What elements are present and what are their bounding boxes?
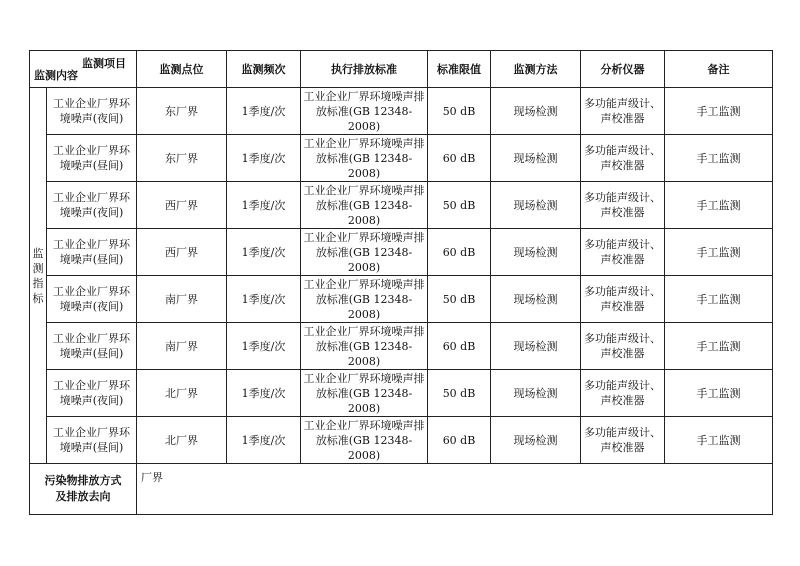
cell-location [137,323,227,370]
table-row [30,370,773,417]
cell-remark-text: 手工监测 [696,292,741,306]
header-remark: 备注 [665,51,773,88]
cell-instrument [581,323,665,370]
cell-location [137,276,227,323]
cell-method-text: 现场检测 [513,151,558,165]
cell-limit-text: 60 dB [442,245,476,259]
cell-standard-text: 工业企业厂界环境噪声排放标准(GB 12348-2008) [303,89,425,133]
cell-frequency-text: 1季度/次 [241,339,286,353]
cell-method-text: 现场检测 [513,292,558,306]
cell-standard [301,417,428,464]
cell-standard [301,370,428,417]
indicator-label-char: 标 [32,291,44,305]
cell-instrument-text: 多功能声级计、声校准器 [584,144,661,172]
cell-remark-text: 手工监测 [696,433,741,447]
cell-frequency-text: 1季度/次 [241,245,286,259]
table-row [30,229,773,276]
cell-instrument [581,135,665,182]
cell-location [137,135,227,182]
cell-limit [428,182,491,229]
cell-remark [665,276,773,323]
cell-method-text: 现场检测 [513,433,558,447]
cell-remark-text: 手工监测 [696,198,741,212]
cell-limit [428,135,491,182]
table-row [30,276,773,323]
header-instrument: 分析仪器 [581,51,665,88]
corner-header-content: 监测内容 [34,69,78,82]
cell-limit-text: 50 dB [442,386,476,400]
header-standard: 执行排放标准 [301,51,428,88]
cell-monitoring-item [47,182,137,229]
cell-instrument-text: 多功能声级计、声校准器 [584,379,661,407]
indicator-label-char: 监 [32,246,44,260]
cell-method [491,276,581,323]
cell-monitoring-item-text: 工业企业厂界环境噪声(夜间) [53,97,130,125]
cell-standard [301,135,428,182]
cell-method [491,88,581,135]
cell-limit-text: 60 dB [442,339,476,353]
cell-method [491,135,581,182]
cell-remark [665,323,773,370]
cell-frequency-text: 1季度/次 [241,151,286,165]
cell-frequency [227,417,301,464]
cell-instrument-text: 多功能声级计、声校准器 [584,285,661,313]
cell-location-text: 南厂界 [165,292,198,306]
header-location: 监测点位 [137,51,227,88]
cell-remark-text: 手工监测 [696,339,741,353]
header-limit: 标准限值 [428,51,491,88]
cell-limit [428,229,491,276]
cell-method-text: 现场检测 [513,104,558,118]
cell-instrument [581,370,665,417]
cell-limit [428,370,491,417]
footer-row [30,464,773,515]
cell-frequency-text: 1季度/次 [241,433,286,447]
cell-remark [665,182,773,229]
cell-method-text: 现场检测 [513,339,558,353]
cell-instrument-text: 多功能声级计、声校准器 [584,426,661,454]
cell-monitoring-item [47,135,137,182]
cell-remark [665,417,773,464]
cell-frequency [227,88,301,135]
cell-standard [301,88,428,135]
cell-monitoring-item-text: 工业企业厂界环境噪声(昼间) [53,144,130,172]
cell-monitoring-item-text: 工业企业厂界环境噪声(昼间) [53,332,130,360]
cell-standard-text: 工业企业厂界环境噪声排放标准(GB 12348-2008) [303,371,425,415]
cell-remark [665,135,773,182]
cell-location-text: 北厂界 [165,386,198,400]
cell-limit-text: 50 dB [442,198,476,212]
cell-frequency-text: 1季度/次 [241,198,286,212]
cell-limit-text: 60 dB [442,151,476,165]
cell-frequency [227,229,301,276]
cell-limit [428,323,491,370]
cell-limit-text: 50 dB [442,104,476,118]
cell-instrument [581,417,665,464]
cell-standard [301,229,428,276]
cell-standard-text: 工业企业厂界环境噪声排放标准(GB 12348-2008) [303,324,425,368]
cell-monitoring-item-text: 工业企业厂界环境噪声(夜间) [53,379,130,407]
cell-method [491,323,581,370]
cell-location [137,88,227,135]
cell-limit [428,88,491,135]
cell-location-text: 西厂界 [165,245,198,259]
cell-frequency [227,135,301,182]
cell-remark-text: 手工监测 [696,245,741,259]
cell-method-text: 现场检测 [513,245,558,259]
cell-remark [665,229,773,276]
indicator-label-char: 指 [32,276,44,290]
corner-header-item: 监测项目 [82,57,126,70]
cell-method-text: 现场检测 [513,198,558,212]
cell-location-text: 东厂界 [165,151,198,165]
cell-limit-text: 50 dB [442,292,476,306]
cell-monitoring-item-text: 工业企业厂界环境噪声(夜间) [53,191,130,219]
cell-standard [301,276,428,323]
corner-header-cell [30,51,137,88]
cell-monitoring-item-text: 工业企业厂界环境噪声(昼间) [53,238,130,266]
cell-instrument-text: 多功能声级计、声校准器 [584,191,661,219]
cell-frequency [227,370,301,417]
cell-instrument-text: 多功能声级计、声校准器 [584,97,661,125]
discharge-label-line: 污染物排放方式 [44,474,122,487]
cell-location [137,417,227,464]
cell-remark-text: 手工监测 [696,104,741,118]
cell-location-text: 北厂界 [165,433,198,447]
cell-remark [665,88,773,135]
cell-monitoring-item [47,276,137,323]
cell-monitoring-item [47,88,137,135]
cell-monitoring-item [47,323,137,370]
table-row [30,88,773,135]
discharge-method-label [30,464,137,515]
cell-instrument [581,182,665,229]
cell-frequency [227,323,301,370]
monitoring-table [29,50,773,515]
cell-instrument-text: 多功能声级计、声校准器 [584,332,661,360]
table-row [30,323,773,370]
indicator-label-char: 测 [32,261,44,275]
cell-monitoring-item-text: 工业企业厂界环境噪声(夜间) [53,285,130,313]
cell-method [491,182,581,229]
cell-method [491,229,581,276]
cell-frequency-text: 1季度/次 [241,386,286,400]
cell-limit-text: 60 dB [442,433,476,447]
header-row [30,51,773,88]
discharge-label-line: 及排放去向 [55,490,111,503]
monitoring-indicator-label [30,88,47,464]
cell-monitoring-item [47,417,137,464]
cell-standard [301,182,428,229]
cell-standard-text: 工业企业厂界环境噪声排放标准(GB 12348-2008) [303,230,425,274]
cell-method [491,417,581,464]
cell-location [137,370,227,417]
cell-remark [665,370,773,417]
cell-instrument [581,88,665,135]
cell-frequency [227,276,301,323]
cell-frequency-text: 1季度/次 [241,104,286,118]
cell-location-text: 西厂界 [165,198,198,212]
cell-standard-text: 工业企业厂界环境噪声排放标准(GB 12348-2008) [303,136,425,180]
cell-standard-text: 工业企业厂界环境噪声排放标准(GB 12348-2008) [303,277,425,321]
table-row [30,417,773,464]
header-method: 监测方法 [491,51,581,88]
table-row [30,182,773,229]
cell-location-text: 东厂界 [165,104,198,118]
cell-instrument [581,276,665,323]
header-frequency: 监测频次 [227,51,301,88]
cell-remark-text: 手工监测 [696,386,741,400]
cell-location [137,182,227,229]
cell-instrument [581,229,665,276]
cell-remark-text: 手工监测 [696,151,741,165]
table-row [30,135,773,182]
cell-frequency [227,182,301,229]
cell-standard-text: 工业企业厂界环境噪声排放标准(GB 12348-2008) [303,183,425,227]
cell-instrument-text: 多功能声级计、声校准器 [584,238,661,266]
cell-monitoring-item-text: 工业企业厂界环境噪声(昼间) [53,426,130,454]
cell-standard-text: 工业企业厂界环境噪声排放标准(GB 12348-2008) [303,418,425,462]
cell-frequency-text: 1季度/次 [241,292,286,306]
cell-method-text: 现场检测 [513,386,558,400]
cell-location [137,229,227,276]
cell-monitoring-item [47,229,137,276]
cell-limit [428,276,491,323]
cell-method [491,370,581,417]
cell-monitoring-item [47,370,137,417]
cell-limit [428,417,491,464]
discharge-method-value: 厂界 [137,464,773,515]
cell-location-text: 南厂界 [165,339,198,353]
cell-standard [301,323,428,370]
